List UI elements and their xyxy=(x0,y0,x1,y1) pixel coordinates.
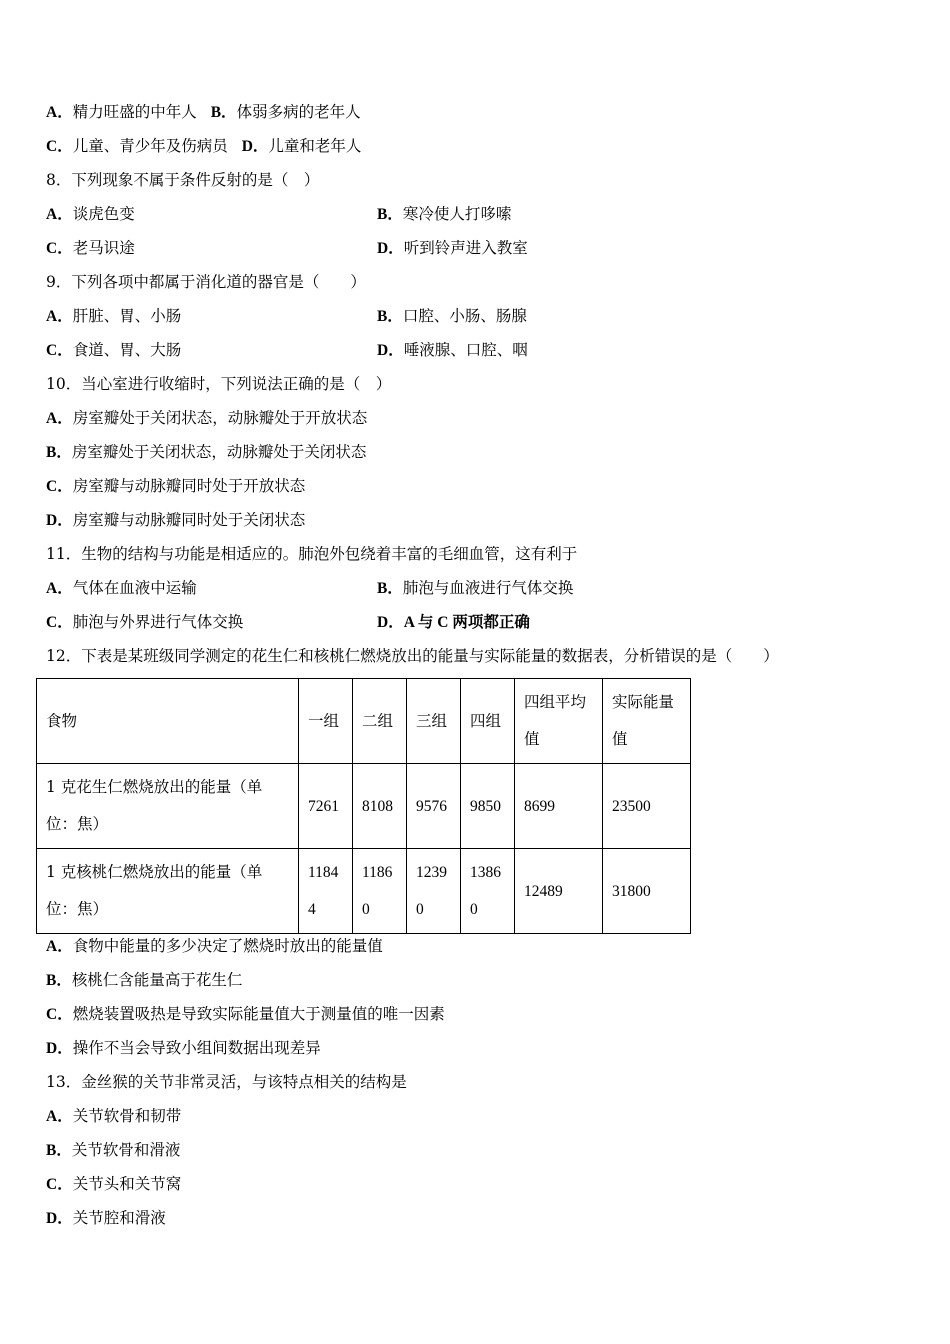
q13-option-b: B．关节软骨和滑液 xyxy=(46,1141,181,1159)
header-food: 食物 xyxy=(37,679,299,764)
q11-option-c: C．肺泡与外界进行气体交换 xyxy=(46,613,244,631)
header-group2: 二组 xyxy=(353,679,407,764)
q9-option-c: C．食道、胃、大肠 xyxy=(46,341,182,359)
q13-stem: 13．金丝猴的关节非常灵活，与该特点相关的结构是 xyxy=(46,1073,407,1091)
q10-option-b: B．房室瓣处于关闭状态，动脉瓣处于关闭状态 xyxy=(46,443,367,461)
row2-actual: 31800 xyxy=(603,849,691,934)
row2-group3: 1239 0 xyxy=(407,849,461,934)
q10-option-d: D．房室瓣与动脉瓣同时处于关闭状态 xyxy=(46,511,306,529)
q11-option-b: B．肺泡与血液进行气体交换 xyxy=(377,579,574,597)
q12-option-d: D．操作不当会导致小组间数据出现差异 xyxy=(46,1039,321,1057)
q12-option-a: A．食物中能量的多少决定了燃烧时放出的能量值 xyxy=(46,937,383,955)
header-average: 四组平均 值 xyxy=(515,679,603,764)
q8-stem: 8．下列现象不属于条件反射的是（ ） xyxy=(46,171,320,189)
q12-option-c: C．燃烧装置吸热是导致实际能量值大于测量值的唯一因素 xyxy=(46,1005,445,1023)
table-row xyxy=(37,849,691,934)
q11-stem: 11．生物的结构与功能是相适应的。肺泡外包绕着丰富的毛细血管，这有利于 xyxy=(46,545,578,563)
header-actual: 实际能量 值 xyxy=(603,679,691,764)
q8-option-b: B．寒冷使人打哆嗦 xyxy=(377,205,512,223)
q9-option-a: A．肝脏、胃、小肠 xyxy=(46,307,182,325)
header-group4: 四组 xyxy=(461,679,515,764)
header-group1: 一组 xyxy=(299,679,353,764)
q12-stem: 12．下表是某班级同学测定的花生仁和核桃仁燃烧放出的能量与实际能量的数据表，分析错误的是（ ） xyxy=(46,647,779,665)
row2-group1: 1184 4 xyxy=(299,849,353,934)
row2-average: 12489 xyxy=(515,849,603,934)
row2-group4: 1386 0 xyxy=(461,849,515,934)
row1-average: 8699 xyxy=(515,764,603,849)
q8-option-c: C．老马识途 xyxy=(46,239,135,257)
q13-option-d: D．关节腔和滑液 xyxy=(46,1209,166,1227)
row1-food: 1 克花生仁燃烧放出的能量（单 位：焦） xyxy=(37,764,299,849)
q7-options-ab: A．精力旺盛的中年人 B．体弱多病的老年人 xyxy=(46,103,361,121)
header-group3: 三组 xyxy=(407,679,461,764)
q8-option-a: A．谈虎色变 xyxy=(46,205,135,223)
row1-group4: 9850 xyxy=(461,764,515,849)
q11-option-d: D．A 与 C 两项都正确 xyxy=(377,614,530,631)
q8-option-d: D．听到铃声进入教室 xyxy=(377,239,528,257)
table-row xyxy=(37,764,691,849)
row1-group1: 7261 xyxy=(299,764,353,849)
q12-option-b: B．核桃仁含能量高于花生仁 xyxy=(46,971,243,989)
q13-option-a: A．关节软骨和韧带 xyxy=(46,1107,182,1125)
q9-option-b: B．口腔、小肠、肠腺 xyxy=(377,307,527,325)
row1-group3: 9576 xyxy=(407,764,461,849)
row1-actual: 23500 xyxy=(603,764,691,849)
q10-stem: 10．当心室进行收缩时，下列说法正确的是（ ） xyxy=(46,375,392,393)
row2-food: 1 克核桃仁燃烧放出的能量（单 位：焦） xyxy=(37,849,299,934)
table-header-row xyxy=(37,679,691,764)
q9-option-d: D．唾液腺、口腔、咽 xyxy=(377,341,528,359)
row1-group2: 8108 xyxy=(353,764,407,849)
row2-group2: 1186 0 xyxy=(353,849,407,934)
q11-option-a: A．气体在血液中运输 xyxy=(46,579,197,597)
q7-options-cd: C．儿童、青少年及伤病员 D．儿童和老年人 xyxy=(46,137,362,155)
q13-option-c: C．关节头和关节窝 xyxy=(46,1175,182,1193)
q10-option-a: A．房室瓣处于关闭状态，动脉瓣处于开放状态 xyxy=(46,409,368,427)
energy-table xyxy=(36,678,691,934)
q9-stem: 9．下列各项中都属于消化道的器官是（ ） xyxy=(46,273,366,291)
q10-option-c: C．房室瓣与动脉瓣同时处于开放状态 xyxy=(46,477,306,495)
